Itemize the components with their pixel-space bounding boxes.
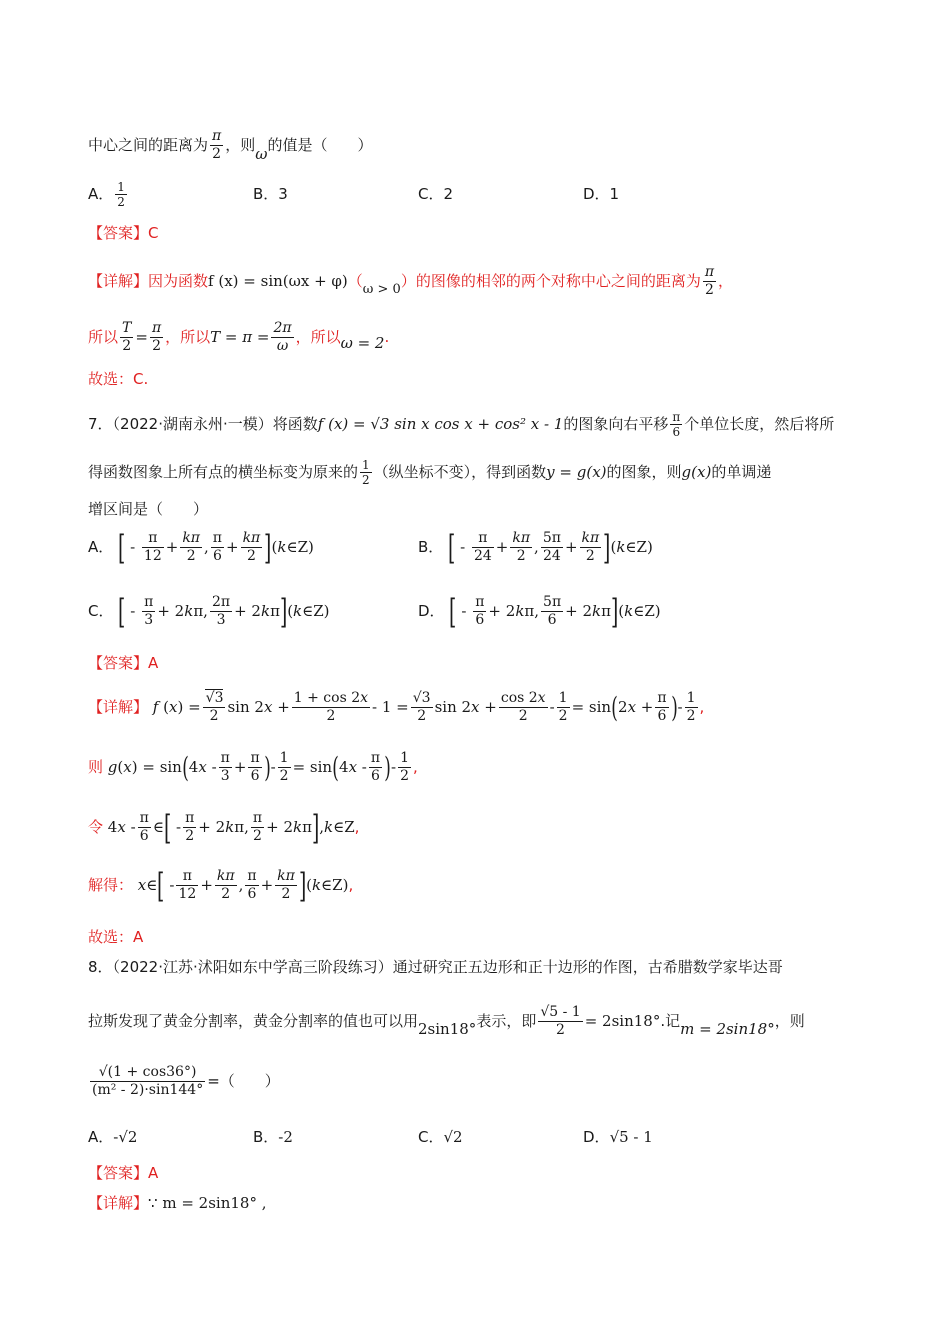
option-b[interactable]: B．-2 [253, 1128, 293, 1146]
q8-stem-line2: 拉斯发现了黄金分割率，黄金分割率的值也可以用2sin18°表示，即 $\frac{√5 - 1}{2}$ = 2sin18°.记m = 2sin18°，则 [88, 1004, 805, 1038]
q7-option-c[interactable]: C． [ - $\frac{\pi}{3}$ + 2kπ, $\frac{2\pi}{3}$ + 2kπ](k∈Z) [88, 591, 330, 632]
option-c[interactable]: C．√2 [418, 1128, 463, 1146]
q8-answer: 【答案】A [88, 1164, 159, 1182]
option-d[interactable]: D．√5 - 1 [583, 1128, 653, 1146]
q7-option-b[interactable]: B． [ - $\frac{\pi}{24}$ + $\frac{k\pi}{2}$ , $\frac{5\pi}{24}$ + $\frac{k\pi}{2}$ ](k∈Z) [418, 527, 653, 568]
fraction: $\frac{\pi}{2}$ [212, 128, 222, 162]
q8-detail-line1: 【详解】∵ m = 2sin18° , [88, 1194, 267, 1212]
option-a[interactable]: A． $\frac{1}{2}$ [88, 180, 125, 209]
q7-option-d[interactable]: D． [ - $\frac{\pi}{6}$ + 2kπ, $\frac{5\pi}{6}$ + 2kπ](k∈Z) [418, 591, 661, 632]
q8-stem-line3: $\frac{√(1 + \cos 36^\circ)}{\text{(m² - 2)·sin144°}}$ =（ ） [92, 1064, 280, 1098]
q7-choose: 故选：A [88, 928, 144, 946]
q7-detail-line1: 【详解】 f (x) = $\frac{√3}{2}$ sin 2x + $\frac{1 + \cos 2x}{2}$ - 1 = $\frac{√3}{2}$ sin 2x + $\frac{\cos 2x}{2}$ - $\frac{1}{2}$ = sin(2x + $\frac{\pi}{6}$ )- $\frac{1}{2}$ , [88, 690, 705, 724]
option-a[interactable]: A．-√2 [88, 1128, 138, 1146]
q7-answer: 【答案】A [88, 654, 159, 672]
option-b[interactable]: B．3 [253, 185, 288, 203]
q6-detail-line1: 【详解】因为函数f (x) = sin(ωx + φ)（ω > 0）的图像的相邻的两个对称中心之间的距离为 $\frac{\pi}{2}$ ， [88, 264, 734, 298]
q6-answer: 【答案】C [88, 224, 159, 242]
option-d[interactable]: D．1 [583, 185, 620, 203]
q7-option-a[interactable]: A． [ - $\frac{\pi}{12}$ + $\frac{k\pi}{2}$ , $\frac{\pi}{6}$ + $\frac{k\pi}{2}$ ](k∈Z) [88, 527, 314, 568]
q7-stem-line1: 7．（2022·湖南永州·一模）将函数f (x) = √3 sin x cos x + cos² x - 1的图象向右平移 $\frac{\pi}{6}$ 个单位长度，然后将所 [88, 410, 835, 439]
q8-stem-line1: 8．（2022·江苏·沭阳如东中学高三阶段练习）通过研究正五边形和正十边形的作图，古希腊数学家毕达哥 [88, 958, 783, 976]
option-c[interactable]: C．2 [418, 185, 454, 203]
q7-stem-line3: 增区间是（ ） [88, 500, 209, 518]
q7-detail-line3: 令 4x - $\frac{\pi}{6}$ ∈[ - $\frac{\pi}{2}$ + 2kπ, $\frac{\pi}{2}$ + 2kπ],k∈Z, [88, 807, 360, 848]
q7-detail-line2: 则 g(x) = sin(4x - $\frac{\pi}{3}$ + $\frac{\pi}{6}$ )- $\frac{1}{2}$ = sin(4x - $\frac{\pi}{6}$ )- $\frac{1}{2}$ , [88, 750, 418, 784]
q7-detail-line4: 解得： x∈[ - $\frac{\pi}{12}$ + $\frac{k\pi}{2}$ , $\frac{\pi}{6}$ + $\frac{k\pi}{2}$ ](k∈Z), [88, 865, 354, 906]
q6-detail-line2: 所以 $\frac{T}{2}$ = $\frac{\pi}{2}$ ，所以T = π = $\frac{2\pi}{\omega}$ ，所以ω = 2. [88, 320, 390, 354]
q6-choose: 故选：C. [88, 370, 149, 388]
q6-stem-tail: 中心之间的距离为 $\frac{\pi}{2}$ ，则ω的值是（ ） [88, 128, 373, 163]
q7-stem-line2: 得函数图象上所有点的横坐标变为原来的 $\frac{1}{2}$ （纵坐标不变），得到函数y = g(x)的图象，则g(x)的单调递 [88, 458, 772, 487]
